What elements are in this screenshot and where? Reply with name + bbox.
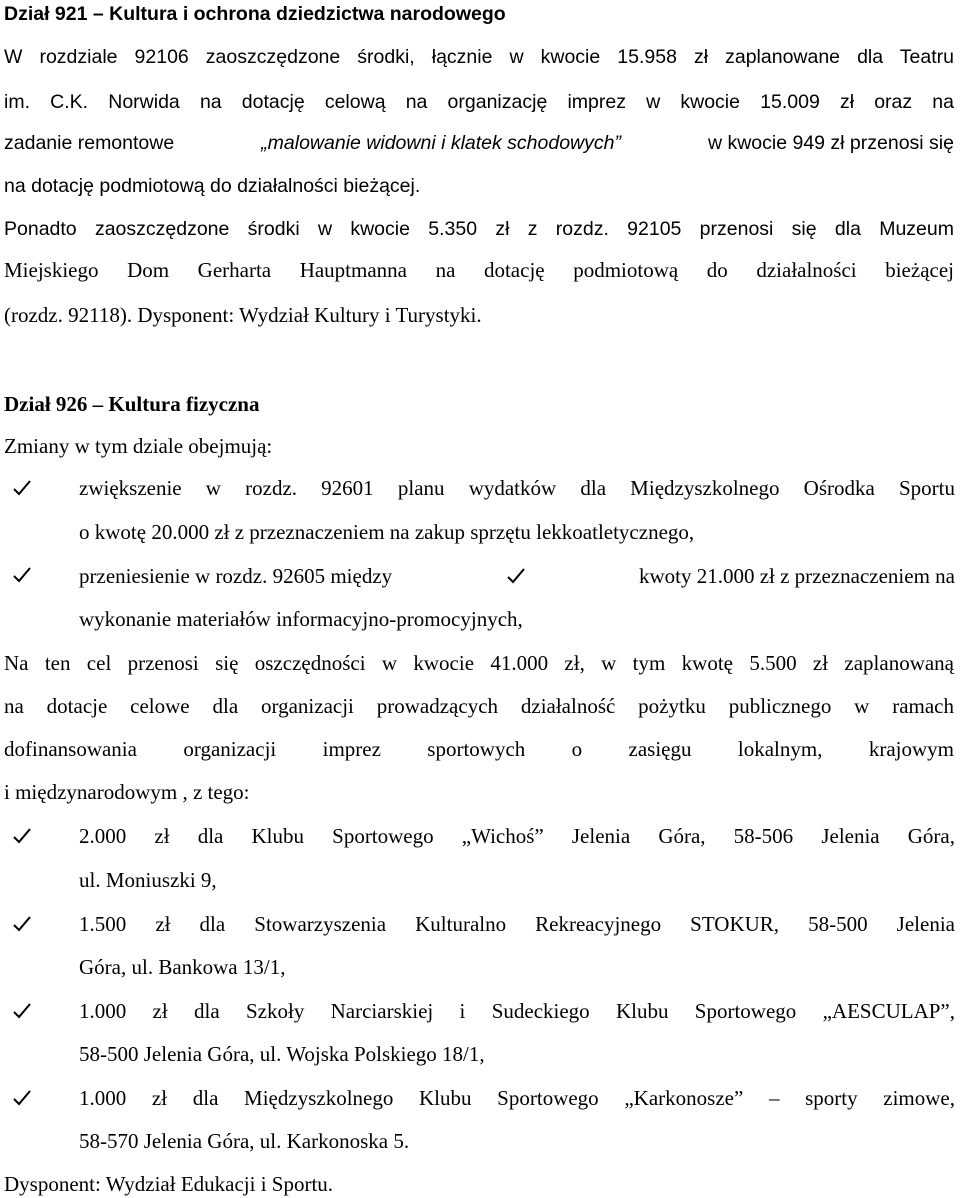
checkmark-icon xyxy=(12,1088,32,1108)
section-926-heading: Dział 926 – Kultura fizyczna xyxy=(4,392,260,416)
grant-text-line: 1.000 zł dla Międzyszkolnego Klubu Sportowego „Karkonosze” – sporty zimowe, xyxy=(79,1086,955,1110)
grant-text-line: 2.000 zł dla Klubu Sportowego „Wichoś” Jelenia Góra, 58-506 Jelenia Góra, xyxy=(79,824,955,848)
paragraph-line: na dotacje celowe dla organizacji prowadzących działalność pożytku publicznego w ramach xyxy=(4,694,954,718)
section-921-text-line: (rozdz. 92118). Dysponent: Wydział Kultury i Turystyki. xyxy=(4,303,482,327)
section-921-text-line: im. C.K. Norwida na dotację celową na organizację imprez w kwocie 15.009 zł oraz na xyxy=(4,91,954,113)
paragraph-line: i międzynarodowym , z tego: xyxy=(4,780,250,804)
paragraph-line: Na ten cel przenosi się oszczędności w kwocie 41.000 zł, w tym kwotę 5.500 zł zaplanowaną xyxy=(4,651,954,675)
text-segment: w kwocie 949 zł przenosi się xyxy=(707,132,954,154)
grant-text-line: 1.500 zł dla Stowarzyszenia Kulturalno Rekreacyjnego STOKUR, 58-500 Jelenia xyxy=(79,912,955,936)
section-921-text-line: Miejskiego Dom Gerharta Hauptmanna na dotację podmiotową do działalności bieżącej xyxy=(4,258,954,282)
checkmark-icon xyxy=(12,1001,32,1021)
bullet-text-line: o kwotę 20.000 zł z przeznaczeniem na zakup sprzętu lekkoatletycznego, xyxy=(79,520,695,544)
grant-text-line: 58-500 Jelenia Góra, ul. Wojska Polskiego 18/1, xyxy=(79,1042,485,1066)
section-921-text-line: W rozdziale 92106 zaoszczędzone środki, łącznie w kwocie 15.958 zł zaplanowane dla Teatru xyxy=(4,46,954,68)
grant-text-line: 58-570 Jelenia Góra, ul. Karkonoska 5. xyxy=(79,1129,410,1153)
section-926-intro: Zmiany w tym dziale obejmują: xyxy=(4,434,273,458)
text-segment: zadanie remontowe xyxy=(4,132,175,154)
dysponent-line: Dysponent: Wydział Edukacji i Sportu. xyxy=(4,1172,334,1196)
bullet-text-line xyxy=(79,564,955,588)
grant-text-line: ul. Moniuszki 9, xyxy=(79,868,217,892)
checkmark-icon xyxy=(12,565,32,585)
bullet-text-line: wykonanie materiałów informacyjno-promocyjnych, xyxy=(79,607,523,631)
text-segment: przeniesienie w rozdz. 92605 między xyxy=(79,564,393,588)
grant-text-line: 1.000 zł dla Szkoły Narciarskiej i Sudeckiego Klubu Sportowego „AESCULAP”, xyxy=(79,999,955,1023)
section-921-text-line xyxy=(4,131,954,155)
checkmark-icon xyxy=(12,914,32,934)
grant-text-line: Góra, ul. Bankowa 13/1, xyxy=(79,955,286,979)
section-921-heading: Dział 921 – Kultura i ochrona dziedzictwa narodowego xyxy=(4,3,506,25)
section-921-text-line: na dotację podmiotową do działalności bieżącej. xyxy=(4,175,421,197)
paragraph-line: dofinansowania organizacji imprez sportowych o zasięgu lokalnym, krajowym xyxy=(4,737,954,761)
bullet-text-line: zwiększenie w rozdz. 92601 planu wydatków dla Międzyszkolnego Ośrodka Sportu xyxy=(79,476,955,500)
checkmark-icon xyxy=(12,826,32,846)
section-921-text-line: Ponadto zaoszczędzone środki w kwocie 5.350 zł z rozdz. 92105 przenosi się dla Muzeum xyxy=(4,218,954,240)
checkmark-icon xyxy=(506,566,526,586)
italic-task-name: „malowanie widowni i klatek schodowych” xyxy=(261,132,621,154)
text-segment: kwoty 21.000 zł z przeznaczeniem na xyxy=(638,564,955,588)
checkmark-icon xyxy=(12,478,32,498)
